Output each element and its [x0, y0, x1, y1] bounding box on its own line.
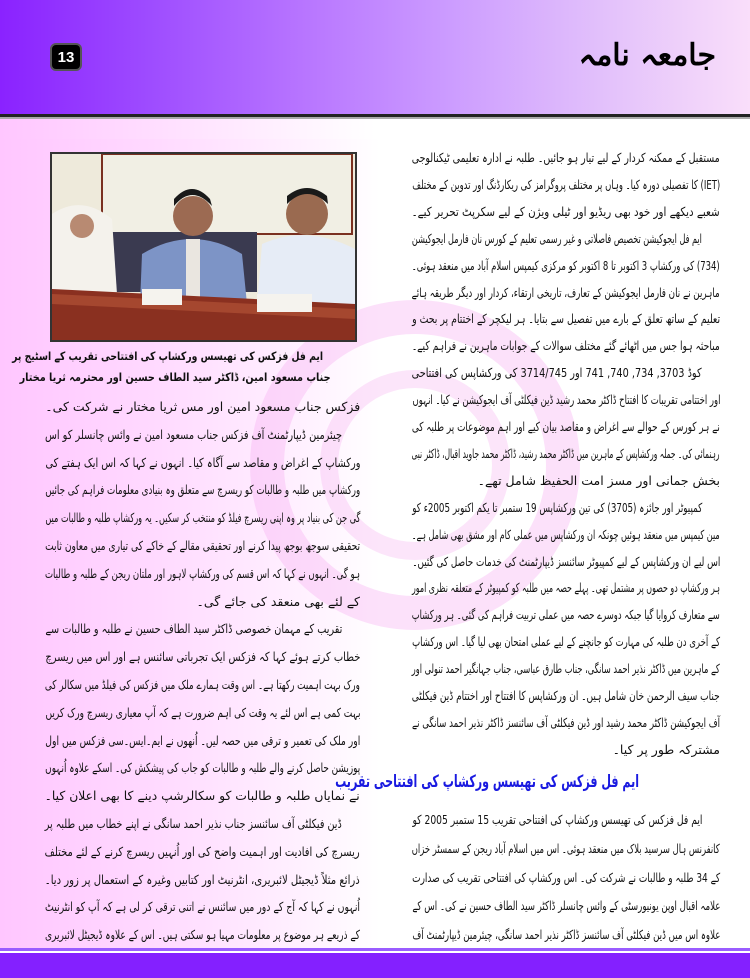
article-text: ذرائع مثلاً ڈیجیٹل لائبریری، انٹرنیٹ اور کتابیں وغیرہ کے استعمال پر زور دیا۔ [45, 871, 360, 887]
article-text-line [267, 388, 720, 412]
article-text: تعلیم کے ساتھ تعلق کے بارے میں تفصیل سے بتایا۔ ہر لیکچر کے اختتام پر بحث و [412, 311, 720, 327]
masthead-title: جامعہ نامہ [578, 38, 716, 73]
top-gradient-band [0, 119, 750, 139]
article-text-line [232, 576, 720, 600]
article-text: ڈین فیکلٹی آف سائنسز جناب نذیر احمد سانگی نے اپنے خطاب میں طلبہ پر [45, 816, 342, 831]
article-text-line [274, 923, 720, 947]
article-text-line [262, 837, 720, 861]
article-text: مین کیمپس میں منعقد ہوئیں چونکہ ان ورکشاپس میں عملی کام اور مشق بھی شامل ہے۔ [412, 526, 720, 542]
article-text-line [478, 469, 720, 493]
article-text: علاوہ اس میں ڈین فیکلٹی آف سائنسز ڈاکٹر نذیر احمد سانگی، چیئرمین ڈیپارٹمنٹ آف [412, 927, 720, 943]
article-text: ہر ورکشاپ دو حصوں پر مشتمل تھی۔ پہلے حصہ میں طلبہ کو کمپیوٹر کے متعلقہ نظری امور [412, 580, 720, 596]
article-text: مشترکہ طور پر کیا۔ [612, 741, 720, 757]
article-text: فزکس جناب مسعود امین اور مس ثریا مختار نے شرکت کی۔ [45, 399, 360, 414]
photo-caption-line-2 [19, 367, 360, 387]
article-text-line [274, 894, 720, 918]
article-text: نے نمایاں طلبہ و طالبات کو سکالرشپ دینے کا بھی اعلان کیا۔ [45, 788, 360, 804]
article-text: مستقبل کے ممکنہ کردار کے لیے تیار ہو جائیں۔ طلبہ نے ادارہ تعلیمی ٹیکنالوجی [412, 150, 720, 165]
article-text: ماہرین نے نان فارمل ایجوکیشن کے تعارف، تاریخی ارتقاء، کردار اور دیگر طریقہ ہائے [412, 284, 720, 300]
article-text: جناب سیف الرحمن خان شامل ہیں۔ ان ورکشاپس کا افتتاح اور اختتام ڈین فیکلٹی [412, 688, 720, 703]
article-text: تحقیقی سوجھ بوجھ پیدا کرنے اور تحقیقی مقالے کے خاکے کی تیاری میں معاون ثابت [45, 538, 360, 553]
photo-caption-text: جناب مسعود امین، ڈاکٹر سید الطاف حسین اور محترمہ ثریا مختار [19, 370, 331, 384]
article-text: کے ذریعے ہر موضوع پر معلومات مہیا ہو سکتی ہیں۔ اس کے علاوہ ڈیجیٹل لائبریری [45, 927, 360, 943]
article-text-line [346, 200, 720, 224]
article-text: آف ایجوکیشن ڈاکٹر محمد رشید اور ڈین فیکلٹی آف سائنسز ڈاکٹر نذیر احمد سانگی نے [412, 714, 720, 730]
section-article-body [412, 808, 720, 948]
article-text: کوڈ 3703, 734, 740, 741 اور 3714/745 کی ورکشاپس کی افتتاحی [412, 365, 702, 381]
article-text: ہو گی۔ انہوں نے کہا کہ اس قسم کی ورکشاپ لاہور اور ملتان ریجن کے طلبہ و طالبات [45, 565, 360, 581]
article-text: مباحثہ ہوا جس میں اٹھائے گئے مختلف سوالات کے جوابات ماہرین نے فراہم کیے۔ [412, 338, 720, 354]
article-text-line [279, 281, 720, 305]
article-text: شعبے دیکھے اور خود بھی ریڈیو اور ٹیلی ویژن کے لیے سکرپٹ تحریر کیے۔ [412, 203, 720, 219]
article-text-line [262, 603, 720, 627]
photo-caption-text: ایم فل فزکس کی تھیسس ورکشاپ کی افتتاحی تقریب کے اسٹیج پر [11, 349, 323, 363]
article-text: کے 34 طلبہ و طالبات نے شرکت کی۔ اس ورکشاپ کی افتتاحی تقریب کی صدارت [412, 869, 720, 885]
article-text-line [269, 630, 720, 654]
article-text: ورکشاپ کے اغراض و مقاصد سے آگاہ کیا۔ انہوں نے کہا کہ اس ایک ہفتے کی [45, 454, 360, 470]
right-article-column [412, 146, 720, 766]
article-text: ورکشاپ میں طلبہ و طالبات کو ریسرچ سے متعلق وہ بنیادی معلومات فراہم کی جائیں [45, 482, 360, 498]
article-text: گی جن کی بنیاد پر وہ اپنی ریسرچ فیلڈ کو منتخب کر سکیں۔ یہ ورکشاپ طلبہ و طالبات میں [45, 510, 360, 526]
article-text-line [266, 173, 720, 197]
person-left [52, 205, 117, 294]
article-text: چیئرمین ڈیپارٹمنٹ آف فزکس جناب مسعود امین نے وائس چانسلر کو اس [45, 426, 342, 442]
article-text: ایم فل فزکس کی تھیسس ورکشاپ کی افتتاحی تقریب 15 ستمبر 2005 کو [412, 812, 702, 827]
article-text-line [300, 334, 720, 358]
article-text-line [284, 550, 720, 574]
article-text: رہنمائی کی۔ جملہ ورکشاپس کے ماہرین میں ڈاکٹر محمد رشید، ڈاکٹر محمد جاوید اقبال، ڈاکٹر نبی [412, 445, 720, 461]
article-text: کے لئے بھی منعقد کی جائے گی۔ [196, 593, 360, 609]
article-text: ورک بہت اہمیت رکھتا ہے۔ اس وقت ہمارے ملک میں فزکس کی فیلڈ میں سکالر کی [45, 677, 360, 692]
article-text-line [285, 415, 720, 439]
article-text: کے ماہرین میں ڈاکٹر نذیر احمد سانگی، جناب طارق عباسی، جناب جہانگیر احمد تنولی اور [412, 661, 720, 677]
article-text: (734) کی ورکشاپ 3 اکتوبر تا 8 اکتوبر کو مرکزی کیمپس اسلام آباد میں منعقد ہوئی۔ [412, 257, 720, 273]
article-text: اس لیے ان ورکشاپس کے لیے کمپیوٹر سائنسز ڈیپارٹمنٹ کی خدمات حاصل کی گئیں۔ [412, 553, 720, 569]
article-text: نے ہر کورس کے حوالے سے اغراض و مقاصد بیان کیے اور اہم موضوعات پر طلبہ کی [412, 419, 720, 434]
page-number-badge: 13 [50, 43, 82, 71]
article-text-line [309, 307, 720, 331]
article-text: خطاب کرتے ہوئے کہا کہ فزکس ایک تجرباتی سائنس ہے اور اس میں ریسرچ [45, 649, 360, 665]
article-text-line [287, 496, 702, 520]
article-text: ریسرچ کی افادیت اور اہمیت واضح کی اور اُنہیں ریسرچ کرنے کے لئے مختلف [45, 843, 360, 859]
article-text: پوزیشن حاصل کرنے والے طلبہ و طالبات کو جاب کی پیشکش کی۔ اسکے علاوہ اُنہوں [45, 760, 360, 776]
article-text: اور اختتامی تقریبات کا افتتاح ڈاکٹر محمد رشید ڈین فیکلٹی آف ایجوکیشن نے کیا۔ انہوں [412, 392, 720, 408]
article-text: کے آخری دن طلبہ کی مہارت کو جانچنے کے لیے عملی امتحان بھی لیا گیا۔ اس ورکشاپ [412, 634, 720, 650]
article-text-line [293, 684, 720, 708]
article-text-line [204, 442, 720, 466]
article-text: (IET) کا تفصیلی دورہ کیا۔ وہاں پر مختلف پروگرامز کی ریکارڈنگ اور تدوین کے مختلف [412, 176, 720, 192]
article-text: سے متعارف کروایا گیا جبکہ دوسرے حصہ میں عملی تربیت فراہم کی گئی۔ ہر ورکشاپ [412, 607, 720, 623]
article-text-line [291, 866, 720, 890]
section-heading [334, 772, 720, 798]
article-text: کمپیوٹر اور جائزہ (3705) کی تین ورکشاپس 19 ستمبر تا یکم اکتوبر 2005ء کو [412, 499, 702, 515]
article-text-line [254, 227, 702, 251]
footer-bar [0, 953, 750, 978]
article-text: بہت کمی ہے اس لئے یہ وقت کی اہم ضرورت ہے کہ آپ معیاری ریسرچ ورک کریں [45, 704, 360, 720]
article-text: علامہ اقبال اوپن یونیورسٹی کے وائس چانسلر ڈاکٹر سید الطاف حسین نے کی۔ اس کے [412, 898, 720, 914]
article-text: اور ملک کی تعمیر و ترقی میں حصہ لیں۔ اُنھوں نے ایم۔ایس۔سی فزکس میں اول [45, 732, 360, 748]
article-text-line [251, 657, 720, 681]
article-text: اُنہوں نے کہا کہ آج کے دور میں سائنس نے اتنی ترقی کر لی ہے کہ آپ کو انٹرنیٹ [45, 899, 360, 915]
article-text-line [312, 146, 720, 170]
article-text: ایم فل ایجوکیشن تخصیص فاصلاتی و غیر رسمی تعلیم کے کورس نان فارمل ایجوکیشن [412, 230, 702, 246]
article-text-line [329, 361, 702, 385]
section-heading-text: ایم فل فزکس کی تھیسس ورکشاپ کی افتتاحی تقریب [334, 772, 639, 792]
article-text: بخش جمانی اور مسز امت الحفیظ شامل تھے۔ [477, 472, 720, 488]
article-text-line [267, 254, 720, 278]
article-text-line [244, 523, 720, 547]
article-text: کانفرنس ہال سرسید بلاک میں منعقد ہوئی۔ اس میں اسلام آباد ریجن کے سمسٹر خزاں [412, 840, 720, 856]
article-text-line [273, 711, 720, 735]
article-text: تقریب کے مہمان خصوصی ڈاکٹر سید الطاف حسین نے طلبہ و طالبات سے [45, 621, 342, 637]
article-text-line [613, 738, 720, 762]
article-text-line [308, 808, 702, 832]
article-text-line [0, 812, 342, 836]
